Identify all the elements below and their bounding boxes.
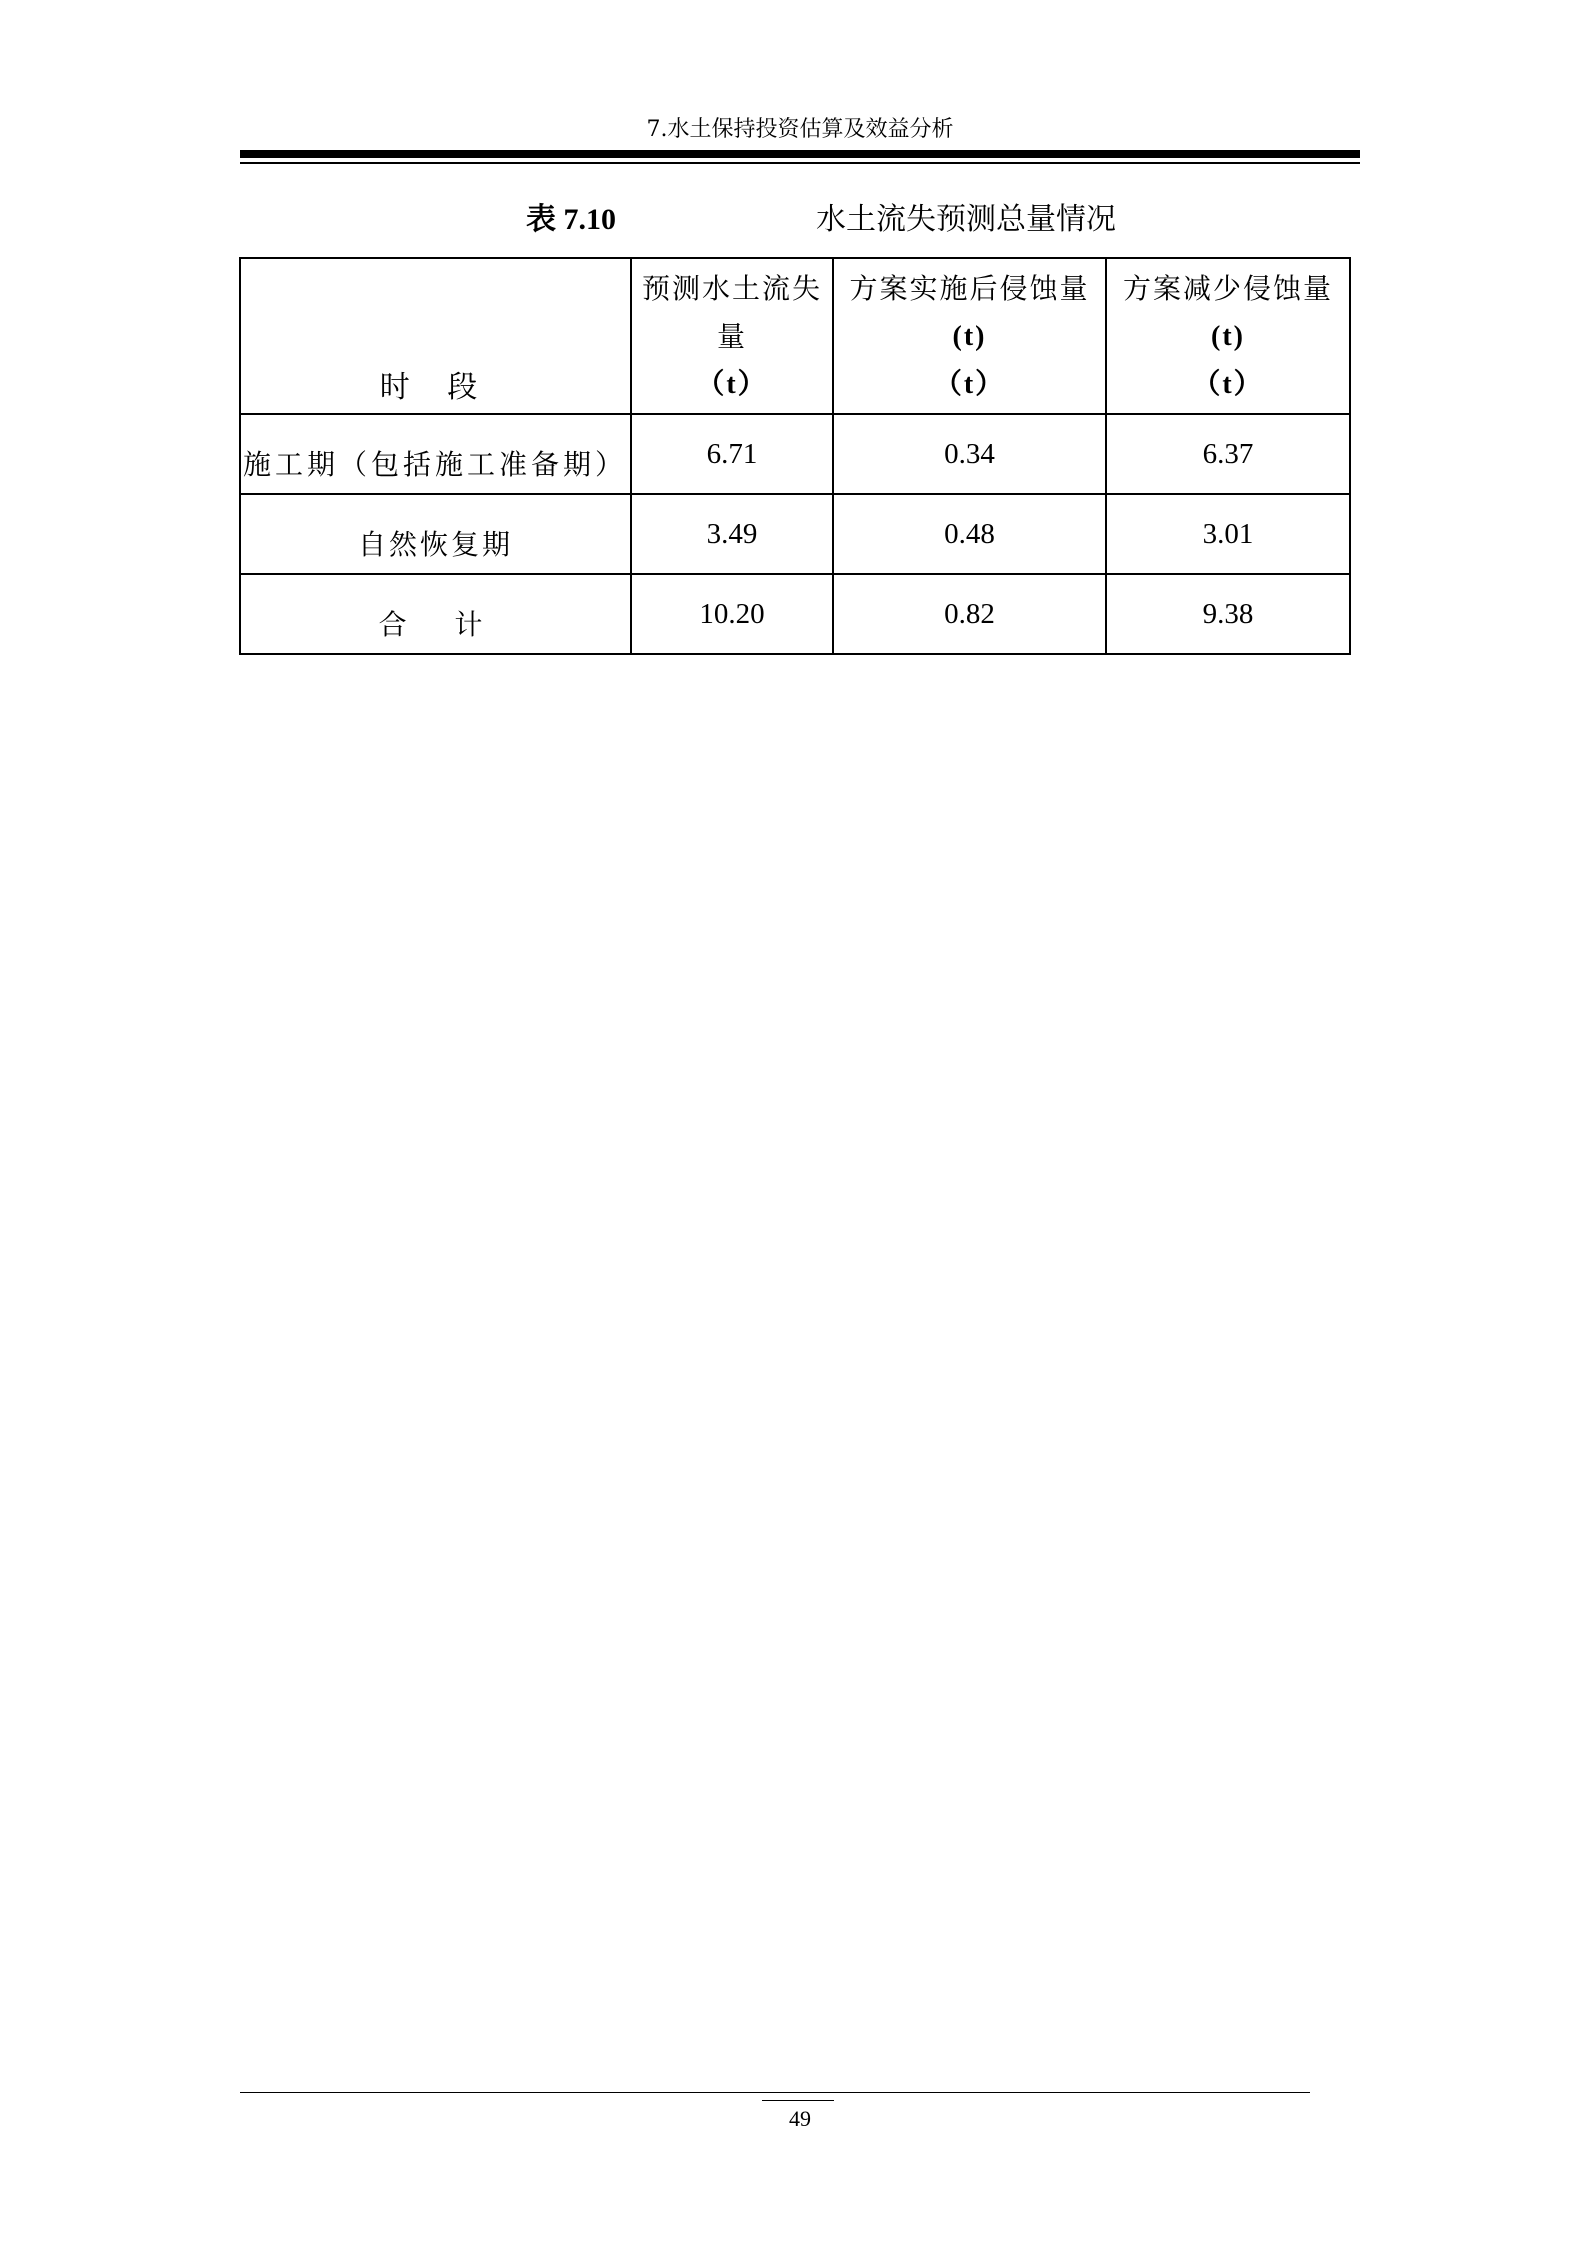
row-period-text: 合 计 [378,608,493,641]
table-row [240,414,1350,494]
row-period-text: 自然恢复期 [357,528,513,561]
page-number: 49 [789,2106,811,2131]
table-row [240,574,1350,654]
footer-short-rule [762,2100,834,2101]
row-after: 0.34 [833,414,1106,494]
header-period [240,258,631,414]
header-reduced [1106,258,1350,414]
table-number-text: 表 7.10 [526,203,616,236]
table-title: 水土流失预测总量情况 [816,202,1116,237]
row-period-text: 施工期（包括施工准备期） [243,448,628,481]
row-predicted: 10.20 [631,574,833,654]
row-predicted: 3.49 [631,494,833,574]
row-after: 0.48 [833,494,1106,574]
header-after-line1: 方案实施后侵蚀量 [849,272,1090,305]
row-period [240,574,631,654]
running-header: 7.水土保持投资估算及效益分析 [646,117,954,142]
header-after-unit: （t） [933,369,1006,400]
header-reduced-unit: （t） [1192,369,1264,400]
row-period [240,494,631,574]
header-reduced-line1: 方案减少侵蚀量 [1122,272,1333,305]
row-predicted: 6.71 [631,414,833,494]
header-predicted-line1: 预测水土流失 [641,272,822,305]
header-after [833,258,1106,414]
header-rule-thin [240,162,1360,164]
header-predicted-unit: （t） [696,369,768,400]
header-predicted [631,258,833,414]
footer-rule [240,2092,1310,2093]
erosion-table [239,257,1351,655]
row-reduced: 6.37 [1106,414,1350,494]
table-row [240,494,1350,574]
row-after: 0.82 [833,574,1106,654]
table-number [526,194,616,238]
row-period [240,414,631,494]
row-reduced: 3.01 [1106,494,1350,574]
header-period-label: 时 段 [379,370,492,405]
header-rule-thick [240,150,1360,158]
header-after-line2: (t) [952,321,987,352]
header-reduced-line2: (t) [1211,321,1245,352]
table-header-row [240,258,1350,414]
row-reduced: 9.38 [1106,574,1350,654]
header-predicted-line2: 量 [716,320,747,353]
